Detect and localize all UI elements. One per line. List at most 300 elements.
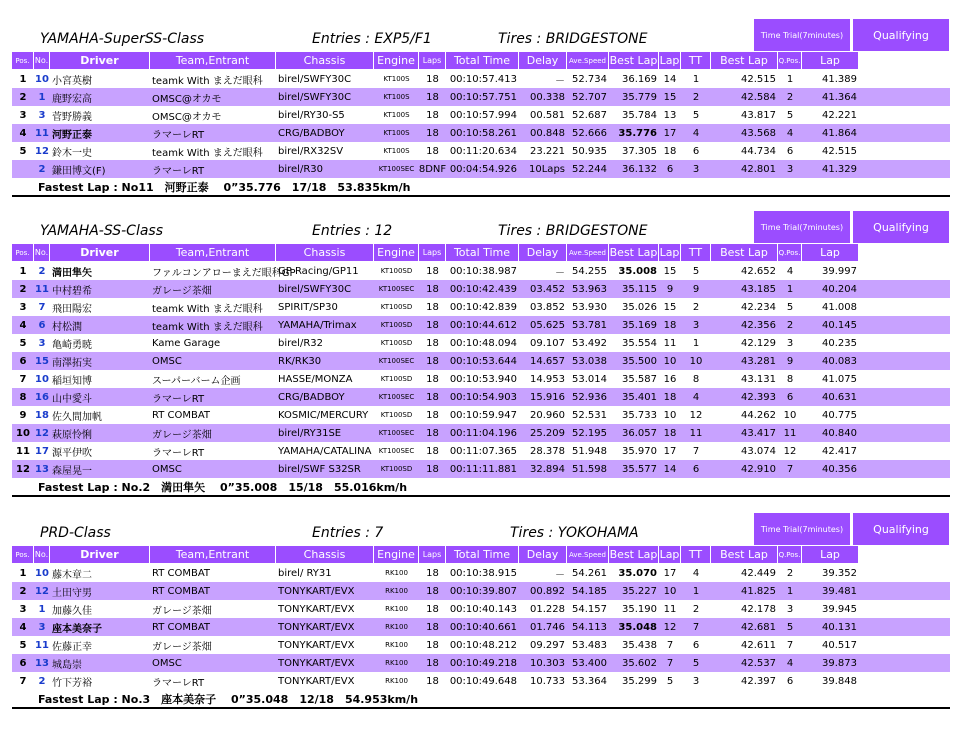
cell-tt: 8 — [692, 373, 700, 385]
cell-speed: 53.492 — [572, 337, 607, 349]
cell-laps: 18 — [426, 91, 439, 103]
cell-q_lap: 39.352 — [822, 567, 857, 579]
table-row — [12, 316, 950, 334]
column-header-row — [12, 546, 950, 563]
cell-laps: 18 — [426, 319, 439, 331]
cell-tt_best: 41.825 — [741, 585, 776, 597]
cell-speed: 52.244 — [572, 163, 607, 175]
cell-laps: 18 — [426, 463, 439, 475]
cell-team: スーパーバーム企画 — [152, 375, 241, 387]
cell-q_lap: 41.389 — [822, 73, 857, 85]
cell-chassis: birel/R32 — [278, 337, 323, 349]
column-header-lap: Lap — [659, 54, 680, 67]
cell-team: ラマーレRT — [152, 393, 205, 405]
cell-chassis: TONYKART/EVX — [278, 639, 355, 651]
table-row — [12, 334, 950, 352]
cell-laps: 18 — [426, 373, 439, 385]
cell-chassis: birel/R30 — [278, 163, 323, 175]
cell-tt: 4 — [692, 567, 700, 579]
cell-driver: 鎌田博文(F) — [52, 165, 106, 177]
cell-tt_best: 44.734 — [741, 145, 776, 157]
column-header-best: Best Lap — [609, 246, 658, 259]
table-row — [12, 424, 950, 442]
cell-speed: 52.734 — [572, 73, 607, 85]
cell-q_lap: 39.873 — [822, 657, 857, 669]
cell-pos: 3 — [19, 109, 27, 121]
cell-team: OMSC — [152, 355, 182, 367]
section-header — [12, 512, 950, 564]
column-header-pos: Pos. — [12, 244, 34, 261]
cell-chassis: TONYKART/EVX — [278, 585, 355, 597]
tires-title: Tires : BRIDGESTONE — [498, 31, 648, 47]
cell-total: 00:11:04.196 — [449, 427, 517, 439]
cell-lap: 11 — [663, 337, 677, 349]
cell-tt_best: 43.131 — [741, 373, 776, 385]
cell-team: ガレージ茶畑 — [152, 641, 212, 653]
cell-delay: 09.297 — [530, 639, 565, 651]
cell-chassis: birel/RY30-S5 — [278, 109, 345, 121]
column-header-laps: Laps — [419, 52, 446, 69]
cell-delay: 05.625 — [530, 319, 565, 331]
table-row — [12, 582, 950, 600]
fastest-lap: Fastest Lap : No.3 座本美奈子 0”35.048 12/18 54.953km/h — [12, 690, 950, 709]
cell-delay: 01.228 — [530, 603, 565, 615]
cell-pos: 11 — [16, 445, 30, 457]
column-header-total: Total Time — [446, 546, 519, 563]
column-header-q_lap: Lap — [802, 52, 859, 69]
qualifying-header: Qualifying — [852, 512, 950, 546]
cell-no: 13 — [35, 463, 49, 475]
cell-qpos: 2 — [786, 91, 794, 103]
cell-best: 35.779 — [622, 91, 657, 103]
time-trial-header: Time Trial(7minutes) — [753, 18, 851, 52]
column-header-driver: Driver — [50, 244, 150, 261]
cell-pos: 1 — [19, 567, 27, 579]
cell-lap: 12 — [663, 621, 677, 633]
cell-no: 12 — [35, 585, 49, 597]
cell-speed: 53.400 — [572, 657, 607, 669]
class-title: PRD-Class — [40, 525, 111, 541]
cell-best: 35.500 — [622, 355, 657, 367]
cell-speed: 52.936 — [572, 391, 607, 403]
cell-driver: 河野正泰 — [52, 129, 92, 141]
cell-no: 3 — [38, 109, 46, 121]
cell-qpos: 8 — [786, 373, 794, 385]
cell-total: 00:10:38.987 — [449, 265, 517, 277]
cell-best: 35.784 — [622, 109, 657, 121]
cell-q_lap: 39.848 — [822, 675, 857, 687]
fastest-lap: Fastest Lap : No11 河野正泰 0”35.776 17/18 53.835km/h — [12, 178, 950, 197]
cell-total: 00:10:53.644 — [449, 355, 517, 367]
cell-pos: 8 — [19, 391, 27, 403]
table-row — [12, 124, 950, 142]
cell-total: 00:11:20.634 — [449, 145, 517, 157]
table-row — [12, 262, 950, 280]
cell-best: 36.132 — [622, 163, 657, 175]
column-header-no: No. — [34, 52, 50, 69]
cell-total: 00:10:48.094 — [449, 337, 517, 349]
cell-no: 18 — [35, 409, 49, 421]
cell-tt_best: 42.393 — [741, 391, 776, 403]
cell-tt: 1 — [692, 585, 700, 597]
cell-lap: 7 — [666, 657, 674, 669]
cell-qpos: 6 — [786, 391, 794, 403]
cell-driver: 飛田陽宏 — [52, 303, 92, 315]
table-row — [12, 564, 950, 582]
cell-delay: 03.852 — [530, 301, 565, 313]
cell-no: 11 — [35, 127, 49, 139]
tires-title: Tires : BRIDGESTONE — [498, 223, 648, 239]
cell-no: 15 — [35, 355, 49, 367]
cell-engine: KT100SD — [380, 267, 413, 275]
cell-pos: 1 — [19, 73, 27, 85]
cell-pos: 1 — [19, 265, 27, 277]
column-header-delay: Delay — [519, 52, 567, 69]
cell-qpos: 5 — [786, 301, 794, 313]
cell-tt: 3 — [692, 319, 700, 331]
cell-team: ファルコンアローまえだ眼科GP — [152, 267, 296, 279]
cell-engine: RK100 — [385, 587, 408, 595]
cell-speed: 54.185 — [572, 585, 607, 597]
cell-lap: 17 — [663, 445, 677, 457]
cell-speed: 53.781 — [572, 319, 607, 331]
cell-lap: 11 — [663, 603, 677, 615]
cell-engine: RK100 — [385, 659, 408, 667]
cell-chassis: CRG/BADBOY — [278, 127, 345, 139]
cell-pos: 9 — [19, 409, 27, 421]
cell-team: teamk With まえだ眼科 — [152, 303, 263, 315]
cell-pos: 4 — [19, 621, 27, 633]
cell-chassis: birel/SWFY30C — [278, 73, 352, 85]
cell-tt: 4 — [692, 391, 700, 403]
column-header-row — [12, 52, 950, 69]
cell-tt: 3 — [692, 163, 700, 175]
cell-total: 00:10:59.947 — [449, 409, 517, 421]
cell-pos: 7 — [19, 373, 27, 385]
cell-lap: 9 — [666, 283, 674, 295]
cell-pos: 12 — [16, 463, 30, 475]
cell-chassis: birel/RX32SV — [278, 145, 344, 157]
cell-pos: 6 — [19, 355, 27, 367]
cell-driver: 菅野勝義 — [52, 111, 92, 123]
cell-engine: KT100SEC — [378, 393, 415, 401]
column-header-pos: Pos. — [12, 546, 34, 563]
cell-best: 35.577 — [622, 463, 657, 475]
cell-team: OMSC@オカモ — [152, 111, 222, 123]
cell-delay: － — [555, 267, 565, 279]
cell-total: 00:04:54.926 — [449, 163, 517, 175]
cell-laps: 8DNF — [418, 163, 447, 175]
cell-qpos: 2 — [786, 319, 794, 331]
cell-no: 6 — [38, 319, 46, 331]
cell-laps: 18 — [426, 301, 439, 313]
table-row — [12, 298, 950, 316]
cell-speed: 51.598 — [572, 463, 607, 475]
cell-qpos: 3 — [786, 163, 794, 175]
cell-qpos: 11 — [783, 427, 797, 439]
cell-laps: 18 — [426, 585, 439, 597]
cell-speed: 52.195 — [572, 427, 607, 439]
cell-chassis: KOSMIC/MERCURY — [278, 409, 369, 421]
class-title: YAMAHA-SuperSS-Class — [40, 31, 205, 47]
column-header-qpos: Q.Pos. — [778, 52, 802, 69]
cell-pos: 3 — [19, 301, 27, 313]
cell-best: 35.401 — [622, 391, 657, 403]
cell-no: 17 — [35, 445, 49, 457]
cell-speed: 52.531 — [572, 409, 607, 421]
cell-q_lap: 42.417 — [822, 445, 857, 457]
cell-tt: 2 — [692, 91, 700, 103]
cell-qpos: 4 — [786, 265, 794, 277]
cell-q_lap: 40.775 — [822, 409, 857, 421]
cell-tt: 10 — [689, 355, 703, 367]
cell-engine: KT100S — [383, 147, 410, 155]
cell-best: 35.115 — [622, 283, 657, 295]
cell-total: 00:10:49.648 — [449, 675, 517, 687]
cell-chassis: birel/SWF S32SR — [278, 463, 361, 475]
column-header-no: No. — [34, 546, 50, 563]
cell-total: 00:10:38.915 — [449, 567, 517, 579]
qualifying-header: Qualifying — [852, 210, 950, 244]
cell-tt: 5 — [692, 109, 700, 121]
cell-pos: 3 — [19, 603, 27, 615]
cell-delay: 00.848 — [530, 127, 565, 139]
cell-lap: 18 — [663, 145, 677, 157]
cell-engine: KT100SEC — [378, 429, 415, 437]
cell-tt: 11 — [689, 427, 703, 439]
cell-tt_best: 42.801 — [741, 163, 776, 175]
table-row — [12, 442, 950, 460]
section-supress-class — [12, 18, 950, 197]
cell-best: 35.026 — [622, 301, 657, 313]
cell-best: 35.048 — [618, 621, 657, 633]
cell-delay: 00.581 — [530, 109, 565, 121]
cell-pos: 2 — [19, 91, 27, 103]
cell-qpos: 1 — [786, 585, 794, 597]
cell-tt: 6 — [692, 463, 700, 475]
cell-q_lap: 39.997 — [822, 265, 857, 277]
column-header-speed: Ave.Speed — [567, 244, 609, 261]
cell-driver: 佐久間加帆 — [52, 411, 102, 423]
cell-tt: 2 — [692, 301, 700, 313]
cell-laps: 18 — [426, 283, 439, 295]
column-header-speed: Ave.Speed — [567, 546, 609, 563]
cell-qpos: 7 — [786, 639, 794, 651]
cell-driver: 萩原怜悧 — [52, 429, 92, 441]
cell-team: RT COMBAT — [152, 585, 211, 597]
table-row — [12, 88, 950, 106]
cell-best: 35.587 — [622, 373, 657, 385]
cell-chassis: YAMAHA/Trimax — [278, 319, 357, 331]
column-header-tt: TT — [681, 546, 711, 563]
cell-qpos: 5 — [786, 621, 794, 633]
cell-pos: 4 — [19, 127, 27, 139]
cell-laps: 18 — [426, 337, 439, 349]
cell-no: 10 — [35, 73, 49, 85]
cell-q_lap: 40.356 — [822, 463, 857, 475]
cell-tt: 2 — [692, 603, 700, 615]
cell-pos: 5 — [19, 145, 27, 157]
cell-team: OMSC — [152, 657, 182, 669]
cell-driver: 亀崎勇暁 — [52, 339, 92, 351]
cell-best: 35.070 — [618, 567, 657, 579]
table-row — [12, 618, 950, 636]
cell-delay: 03.452 — [530, 283, 565, 295]
cell-driver: 座本美奈子 — [52, 623, 102, 635]
cell-tt: 1 — [692, 73, 700, 85]
fastest-lap: Fastest Lap : No.2 満田隼矢 0”35.008 15/18 55.016km/h — [12, 478, 950, 497]
cell-laps: 18 — [426, 73, 439, 85]
cell-qpos: 4 — [786, 657, 794, 669]
cell-pos: 10 — [16, 427, 30, 439]
cell-engine: RK100 — [385, 623, 408, 631]
cell-q_lap: 41.864 — [822, 127, 857, 139]
cell-tt_best: 43.568 — [741, 127, 776, 139]
column-header-tt_best: Best Lap — [711, 52, 778, 69]
cell-best: 35.554 — [622, 337, 657, 349]
column-header-best: Best Lap — [609, 548, 658, 561]
section-prd-class — [12, 512, 950, 709]
column-header-team: Team,Entrant — [150, 546, 276, 563]
cell-chassis: YAMAHA/CATALINA — [278, 445, 372, 457]
cell-driver: 稲垣知博 — [52, 375, 92, 387]
cell-speed: 50.935 — [572, 145, 607, 157]
column-header-no: No. — [34, 244, 50, 261]
cell-team: RT COMBAT — [152, 567, 211, 579]
cell-qpos: 1 — [786, 73, 794, 85]
cell-engine: RK100 — [385, 677, 408, 685]
cell-driver: 小宮英樹 — [52, 75, 92, 87]
cell-speed: 53.364 — [572, 675, 607, 687]
cell-team: ラマーレRT — [152, 165, 205, 177]
cell-delay: 09.107 — [530, 337, 565, 349]
table-row — [12, 600, 950, 618]
cell-team: teamk With まえだ眼科 — [152, 321, 263, 333]
cell-qpos: 12 — [783, 445, 797, 457]
cell-speed: 54.113 — [572, 621, 607, 633]
cell-team: RT COMBAT — [152, 409, 211, 421]
cell-tt: 5 — [692, 657, 700, 669]
cell-laps: 18 — [426, 109, 439, 121]
table-row — [12, 280, 950, 298]
column-header-delay: Delay — [519, 244, 567, 261]
cell-qpos: 4 — [786, 127, 794, 139]
table-row — [12, 672, 950, 690]
cell-total: 00:10:42.839 — [449, 301, 517, 313]
cell-engine: RK100 — [385, 569, 408, 577]
cell-lap: 10 — [663, 585, 677, 597]
cell-laps: 18 — [426, 639, 439, 651]
cell-no: 7 — [38, 301, 46, 313]
cell-laps: 18 — [426, 603, 439, 615]
cell-driver: 加藤久佳 — [52, 605, 92, 617]
cell-driver: 南澤拓実 — [52, 357, 92, 369]
cell-tt_best: 42.515 — [741, 73, 776, 85]
cell-speed: 54.261 — [572, 567, 607, 579]
cell-best: 36.057 — [622, 427, 657, 439]
section-ss-class — [12, 210, 950, 497]
column-header-tt_best: Best Lap — [711, 546, 778, 563]
cell-team: ラマーレRT — [152, 447, 205, 459]
cell-no: 11 — [35, 283, 49, 295]
cell-laps: 18 — [426, 409, 439, 421]
cell-total: 00:10:42.439 — [449, 283, 517, 295]
cell-tt_best: 42.537 — [741, 657, 776, 669]
table-row — [12, 70, 950, 88]
column-header-chassis: Chassis — [276, 52, 374, 69]
cell-total: 00:10:57.413 — [449, 73, 517, 85]
time-trial-header: Time Trial(7minutes) — [753, 210, 851, 244]
cell-qpos: 10 — [783, 409, 797, 421]
cell-total: 00:10:58.261 — [449, 127, 517, 139]
cell-q_lap: 40.131 — [822, 621, 857, 633]
cell-engine: KT100SEC — [378, 357, 415, 365]
cell-delay: 10.733 — [530, 675, 565, 687]
cell-delay: 00.338 — [530, 91, 565, 103]
cell-q_lap: 40.517 — [822, 639, 857, 651]
cell-engine: KT100SD — [380, 375, 413, 383]
column-header-lap: Lap — [659, 548, 680, 561]
cell-pos: 5 — [19, 337, 27, 349]
cell-team: ラマーレRT — [152, 677, 205, 689]
cell-q_lap: 40.204 — [822, 283, 857, 295]
column-header-best: Best Lap — [609, 54, 658, 67]
cell-engine: KT100SEC — [378, 447, 415, 455]
cell-engine: RK100 — [385, 641, 408, 649]
cell-laps: 18 — [426, 427, 439, 439]
cell-lap: 14 — [663, 463, 677, 475]
column-header-laps: Laps — [419, 244, 446, 261]
cell-tt_best: 42.449 — [741, 567, 776, 579]
table-row — [12, 106, 950, 124]
cell-total: 00:10:57.751 — [449, 91, 517, 103]
cell-no: 1 — [38, 603, 46, 615]
cell-chassis: GP Racing/GP11 — [278, 265, 359, 277]
cell-chassis: SPIRIT/SP30 — [278, 301, 338, 313]
cell-qpos: 9 — [786, 355, 794, 367]
cell-team: teamk With まえだ眼科 — [152, 75, 263, 87]
column-header-driver: Driver — [50, 52, 150, 69]
cell-no: 2 — [38, 265, 46, 277]
column-header-engine: Engine — [374, 546, 419, 563]
table-row — [12, 406, 950, 424]
cell-tt_best: 42.910 — [741, 463, 776, 475]
cell-total: 00:11:07.365 — [449, 445, 517, 457]
cell-pos: 4 — [19, 319, 27, 331]
cell-lap: 18 — [663, 427, 677, 439]
cell-engine: KT100SEC — [378, 165, 415, 173]
cell-best: 35.970 — [622, 445, 657, 457]
section-header — [12, 18, 950, 70]
column-header-qpos: Q.Pos. — [778, 546, 802, 563]
cell-engine: KT100SD — [380, 339, 413, 347]
cell-delay: 23.221 — [530, 145, 565, 157]
cell-delay: 32.894 — [530, 463, 565, 475]
cell-best: 35.602 — [622, 657, 657, 669]
cell-pos: 7 — [19, 675, 27, 687]
column-header-lap: Lap — [659, 246, 680, 259]
cell-tt: 7 — [692, 621, 700, 633]
class-title: YAMAHA-SS-Class — [40, 223, 164, 239]
cell-total: 00:10:44.612 — [449, 319, 517, 331]
cell-laps: 18 — [426, 621, 439, 633]
cell-total: 00:10:54.903 — [449, 391, 517, 403]
table-row — [12, 654, 950, 672]
cell-pos: 2 — [19, 283, 27, 295]
cell-delay: 14.953 — [530, 373, 565, 385]
cell-total: 00:11:11.881 — [449, 463, 517, 475]
cell-best: 35.169 — [622, 319, 657, 331]
